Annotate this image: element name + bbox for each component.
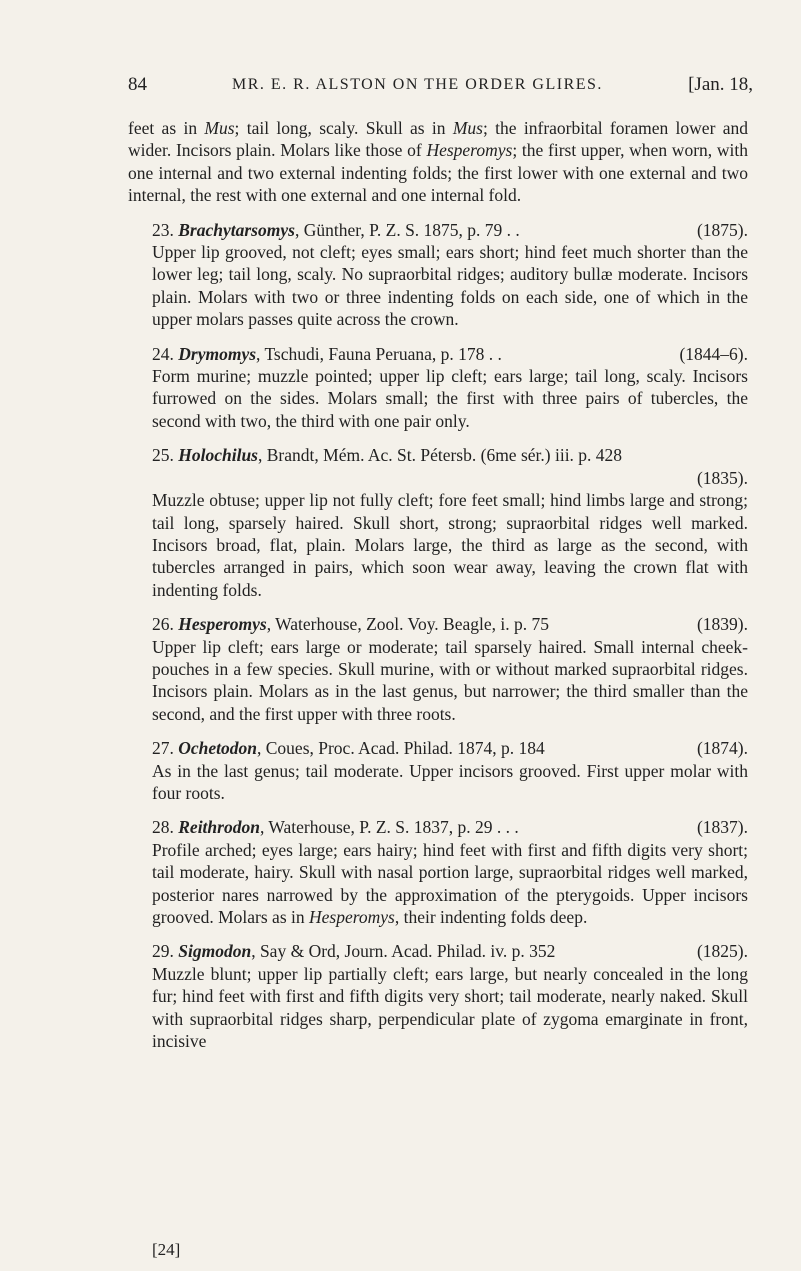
body-text [128, 117, 748, 1052]
entry-description: Muzzle blunt; upper lip partially cleft; ears large, but nearly concealed in the long fur; hind feet with first and fifth digits very short; tail moderate, nearly naked. Skull with supraorbital ridges sharp, perpendicular plate of zygoma emarginate in front, incisive [152, 963, 748, 1052]
entry-heading: 29. Sigmodon, Say & Ord, Journ. Acad. Philad. iv. p. 352 (1825). [152, 941, 748, 962]
genus-entry-25 [128, 444, 748, 601]
entry-description: Profile arched; eyes large; ears hairy; hind feet with first and fifth digits very short; tail moderate, hairy. Skull with nasal portion large, supraorbital ridges well marked, posterior nares narrowed by the approximation of the pterygoids. Upper incisors grooved. Molars as in Hesperomys, their indenting folds deep. [152, 839, 748, 927]
entry-heading: 24. Drymomys, Tschudi, Fauna Peruana, p. 178 . . (1844–6). [152, 343, 748, 364]
intro-paragraph: feet as in Mus; tail long, scaly. Skull as in Mus; the infraorbital foramen lower and wider. Incisors plain. Molars like those of Hesperomys; the first upper, when worn, with one internal and two external indenting folds; the first lower with one external and two internal, the rest with one external and one internal fold. [128, 118, 748, 206]
genus-name: Brachytarsomys [178, 219, 295, 240]
genus-name: Holochilus [178, 445, 258, 466]
entry-heading: 26. Hesperomys, Waterhouse, Zool. Voy. Beagle, i. p. 75 (1839). [152, 614, 748, 635]
entry-description: As in the last genus; tail moderate. Upper incisors grooved. First upper molar with four roots. [152, 760, 748, 803]
entry-description: Form murine; muzzle pointed; upper lip cleft; ears large; tail long, scaly. Incisors furrowed on the sides. Molars small; the first with three pairs of tubercles, the second with two, the third with one pair only. [152, 366, 748, 431]
running-title: MR. E. R. ALSTON ON THE ORDER GLIRES. [232, 76, 603, 93]
entry-heading: 27. Ochetodon, Coues, Proc. Acad. Philad. 1874, p. 184 (1874). [152, 738, 748, 759]
genus-name: Ochetodon [178, 738, 257, 759]
genus-entry-29 [128, 940, 748, 1052]
header-date: [Jan. 18, [688, 74, 753, 95]
genus-name: Drymomys [178, 343, 257, 364]
genus-name: Sigmodon [178, 941, 252, 962]
genus-name: Reithrodon [178, 817, 260, 838]
entry-heading: 28. Reithrodon, Waterhouse, P. Z. S. 1837, p. 29 . . . (1837). [152, 817, 748, 838]
entry-heading: 23. Brachytarsomys, Günther, P. Z. S. 1875, p. 79 . . (1875). [152, 219, 748, 240]
page-number: 84 [128, 74, 147, 95]
signature-mark: [24] [152, 1240, 181, 1259]
genus-name: Hesperomys [178, 614, 267, 635]
entry-heading: 25. Holochilus, Brandt, Mém. Ac. St. Pétersb. (6me sér.) iii. p. 428 (1835). [152, 445, 748, 488]
genus-entry-27 [128, 737, 748, 804]
genus-entry-23 [128, 219, 748, 331]
entry-description: Muzzle obtuse; upper lip not fully cleft; fore feet small; hind limbs large and strong; tail long, sparsely haired. Skull short, strong; supraorbital ridges well marked. Incisors broad, flat, plain. Molars large, the third as large as the second, with tubercles arranged in pairs, which soon wear away, leaving the crown flat with indenting folds. [152, 490, 748, 600]
genus-entry-28 [128, 816, 748, 928]
genus-entry-24 [128, 343, 748, 433]
running-header [128, 74, 757, 100]
entry-description: Upper lip cleft; ears large or moderate; tail sparsely haired. Small internal cheek-pouches in a few species. Skull murine, with or without marked supraorbital ridges. Incisors plain. Molars as in the last genus, but narrower; the third smaller than the second, and the first upper with three roots. [152, 636, 748, 724]
entry-description: Upper lip grooved, not cleft; eyes small; ears short; hind feet much shorter than the lower leg; tail long, scaly. No supraorbital ridges; auditory bullæ moderate. Incisors plain. Molars with two or three indenting folds on each side, one of which in the upper molars passes quite across the crown. [152, 242, 748, 330]
genus-entry-26 [128, 613, 748, 725]
